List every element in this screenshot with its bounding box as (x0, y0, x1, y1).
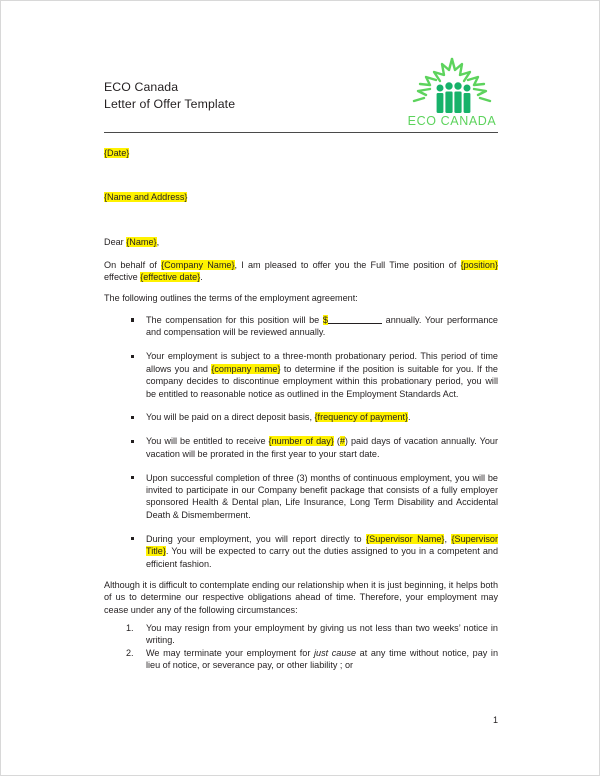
company-name-field: {Company Name} (161, 260, 235, 270)
date-field: {Date} (104, 148, 130, 158)
bullet-item-reporting (104, 533, 498, 570)
vacation-part-3: ) paid days of vacation annually. Your vacation will be prorated in the first year to your start date. (146, 436, 498, 459)
salutation-line (104, 236, 498, 248)
date-field-line (104, 147, 498, 159)
bullet-item-probation (104, 350, 498, 400)
supervisor-name-field: {Supervisor Name} (366, 533, 445, 544)
bullet-item-vacation (104, 435, 498, 460)
vacation-part-1: You will be entitled to receive (146, 436, 269, 447)
square-bullet-icon (131, 440, 134, 443)
intro-part-4: . (200, 272, 203, 283)
compensation-amount-blank[interactable] (328, 323, 382, 324)
direct-deposit-part-1: You will be paid on a direct deposit basis, (146, 412, 315, 423)
effective-date-field: {effective date} (140, 272, 201, 283)
terminate-part-2: at any time without notice, pay in lieu of notice, or severance pay, or other liability ; or (146, 647, 498, 671)
terminate-part-1: We may terminate your employment for (146, 647, 314, 658)
position-field: {position} (460, 260, 498, 270)
salutation-suffix: , (156, 237, 160, 247)
days-hash-field: # (339, 436, 345, 447)
header-divider (104, 132, 498, 133)
number-of-days-field: {number of day} (268, 436, 334, 447)
numbered-item-resign (104, 622, 498, 647)
probation-company-field: {company name} (211, 363, 281, 374)
benefits-part-1: Upon successful completion of three (3) months of continuous employment, you will be invited to participate in our Company benefit package that consists of a fully employer sponsored Health & Dental plan, Life Insurance, Long Term Disability and Accidental Death & Dismemberment. (146, 472, 498, 520)
compensation-amount-prefix: $ (322, 315, 328, 325)
header-line-1: ECO Canada (104, 80, 179, 94)
probation-part-2: to determine if the position is suitable for you. If the company decides to discontinue employment within this probationary period, you will be entitled to reasonable notice as outlined in the Employment Standards Act. (146, 363, 498, 399)
intro-part-1: On behalf of (104, 260, 162, 270)
resign-text: You may resign from your employment by giving us not less than two weeks’ notice in writing. (146, 623, 498, 646)
terms-bullet-list (104, 314, 498, 570)
document-header (104, 1, 498, 133)
reporting-part-3: . You will be expected to carry out the duties assigned to you in a competent and efficient fashion. (146, 546, 498, 569)
list-number: 1. (126, 623, 134, 633)
bullet-item-benefits (104, 472, 498, 522)
vacation-part-2: ( (333, 436, 340, 447)
header-line-2: Letter of Offer Template (104, 97, 236, 111)
intro-part-2: , I am pleased to offer you the Full Time position of (234, 260, 461, 270)
frequency-of-payment-field: {frequency of payment} (314, 412, 409, 423)
eco-canada-logo (404, 53, 500, 129)
numbered-item-terminate (104, 647, 498, 672)
compensation-part-1: The compensation for this position will be (146, 315, 323, 325)
reporting-part-2: , (444, 533, 452, 544)
intro-part-3: effective (104, 272, 141, 283)
salutation-prefix: Dear (104, 237, 127, 247)
name-address-field-line (104, 191, 498, 203)
salutation-name-field: {Name} (126, 237, 157, 247)
bullet-item-direct-deposit (104, 411, 498, 423)
intro-paragraph (104, 259, 498, 284)
terms-bullet-list-wrap (104, 314, 498, 570)
compensation-part-2: annually. Your performance and compensation will be reviewed annually. (146, 315, 498, 338)
termination-list-wrap (104, 622, 498, 672)
square-bullet-icon (131, 476, 134, 479)
closing-paragraph: Although it is difficult to contemplate ending our relationship when it is just beginning, it helps both of us to determine our respective obligations ahead of time. Therefore, your employment may cease under any of the following circumstances: (104, 580, 498, 615)
page-number: 1 (492, 715, 498, 725)
terms-lead-in: The following outlines the terms of the employment agreement: (104, 293, 358, 303)
supervisor-title-field: {Supervisor Title} (146, 533, 498, 557)
terminate-just-cause: just cause (314, 647, 357, 658)
list-number: 2. (126, 647, 134, 658)
name-and-address-field: {Name and Address} (104, 192, 188, 202)
square-bullet-icon (131, 318, 134, 321)
reporting-part-1: During your employment, you will report directly to (146, 533, 367, 544)
termination-numbered-list (104, 622, 498, 672)
square-bullet-icon (131, 355, 134, 358)
square-bullet-icon (131, 416, 134, 419)
eco-canada-maple-leaf-people-icon (404, 53, 500, 129)
bullet-item-compensation (104, 314, 498, 339)
direct-deposit-part-2: . (408, 412, 411, 423)
logo-wordmark: ECO CANADA (407, 114, 497, 128)
page-header-area (104, 1, 498, 133)
square-bullet-icon (131, 537, 134, 540)
probation-part-1: Your employment is subject to a three-month probationary period. This period of time allows you and (146, 351, 498, 374)
